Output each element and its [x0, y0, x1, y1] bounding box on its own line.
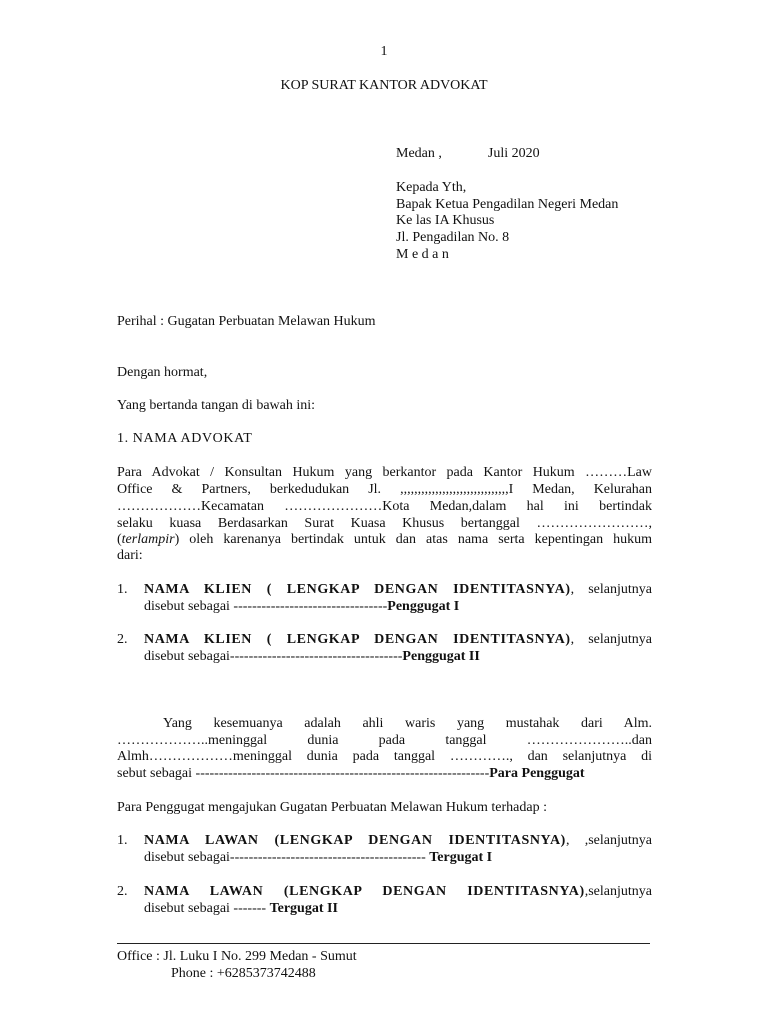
greeting: Dengan hormat,	[117, 365, 208, 380]
date-month: Juli 2020	[487, 146, 540, 161]
letterhead: KOP SURAT KANTOR ADVOKAT	[280, 78, 488, 93]
defendant-2-role: Tergugat II	[269, 901, 338, 916]
defendant-2-name: NAMA LAWAN (LENGKAP DENGAN IDENTITASNYA)	[144, 884, 585, 899]
recipient-to: Kepada Yth,	[396, 180, 467, 195]
para-penggugat-label: Para Penggugat	[489, 766, 585, 781]
plaintiff-1-name: NAMA KLIEN ( LENGKAP DENGAN IDENTITASNYA)	[144, 582, 571, 597]
plaintiff-2-line1: NAMA KLIEN ( LENGKAP DENGAN IDENTITASNYA), selanjutnya	[144, 632, 652, 647]
defendant-2-number: 2.	[117, 884, 128, 899]
heirs-para-line4: sebut sebagai ---------------------------------------------------------------Para Penggugat	[117, 766, 585, 781]
advocate-para-line6: dari:	[117, 548, 143, 563]
defendant-2-line2: disebut sebagai ------- Tergugat II	[144, 901, 338, 916]
against-intro: Para Penggugat mengajukan Gugatan Perbuatan Melawan Hukum terhadap :	[117, 800, 547, 815]
terlampir-text: terlampir	[121, 532, 175, 547]
date-line	[396, 145, 540, 162]
advocate-para-line1: Para Advokat / Konsultan Hukum yang berkantor pada Kantor Hukum ………Law	[117, 465, 652, 480]
page-number: 1	[380, 44, 388, 59]
advocate-para-line4: selaku kuasa Berdasarkan Surat Kuasa Khusus bertanggal ……………………,	[117, 516, 652, 531]
plaintiff-2-name: NAMA KLIEN ( LENGKAP DENGAN IDENTITASNYA)	[144, 632, 571, 647]
heirs-para-line2: ………………..meninggal dunia pada tanggal …………………..dan	[117, 733, 652, 748]
defendant-1-name: NAMA LAWAN (LENGKAP DENGAN IDENTITASNYA)	[144, 833, 566, 848]
advocate-heading: 1. NAMA ADVOKAT	[117, 431, 253, 446]
recipient-line1: Bapak Ketua Pengadilan Negeri Medan	[396, 197, 619, 212]
heirs-para-line1: Yang kesemuanya adalah ahli waris yang mustahak dari Alm.	[163, 716, 652, 731]
recipient-line2: Ke las IA Khusus	[396, 213, 495, 228]
defendant-1-role: Tergugat I	[429, 850, 493, 865]
advocate-para-line5: (terlampir) oleh karenanya bertindak untuk dan atas nama serta kepentingan hukum	[117, 532, 652, 547]
plaintiff-1-role: Penggugat I	[387, 599, 460, 614]
recipient-line3: Jl. Pengadilan No. 8	[396, 230, 510, 245]
intro-line: Yang bertanda tangan di bawah ini:	[117, 398, 316, 413]
date-place: Medan ,	[396, 146, 442, 161]
subject-line: Perihal : Gugatan Perbuatan Melawan Hukum	[117, 314, 376, 329]
advocate-para-line2: Office & Partners, berkedudukan Jl. ,,,,,,,,,,,,,,,,,,,,,,,,,,,,,,,I Medan, Kelurahan	[117, 482, 652, 497]
plaintiff-2-number: 2.	[117, 632, 128, 647]
defendant-1-line1: NAMA LAWAN (LENGKAP DENGAN IDENTITASNYA), ,selanjutnya	[144, 833, 652, 848]
plaintiff-1-line1: NAMA KLIEN ( LENGKAP DENGAN IDENTITASNYA), selanjutnya	[144, 582, 652, 597]
footer-phone: Phone : +6285373742488	[171, 966, 316, 981]
footer-office: Office : Jl. Luku I No. 299 Medan - Sumut	[117, 949, 357, 964]
footer-divider	[117, 943, 650, 944]
plaintiff-1-number: 1.	[117, 582, 128, 597]
defendant-1-number: 1.	[117, 833, 128, 848]
defendant-1-line2: disebut sebagai------------------------------------------ Tergugat I	[144, 850, 493, 865]
advocate-para-line3: ………………Kecamatan …………………Kota Medan,dalam hal ini bertindak	[117, 499, 652, 514]
heirs-para-line3: Almh………………meninggal dunia pada tanggal …………., dan selanjutnya di	[117, 749, 652, 764]
defendant-2-line1: NAMA LAWAN (LENGKAP DENGAN IDENTITASNYA),selanjutnya	[144, 884, 652, 899]
plaintiff-2-role: Penggugat II	[402, 649, 480, 664]
recipient-line4: M e d a n	[396, 247, 449, 262]
plaintiff-2-line2: disebut sebagai-------------------------------------Penggugat II	[144, 649, 480, 664]
plaintiff-1-line2: disebut sebagai ---------------------------------Penggugat I	[144, 599, 460, 614]
